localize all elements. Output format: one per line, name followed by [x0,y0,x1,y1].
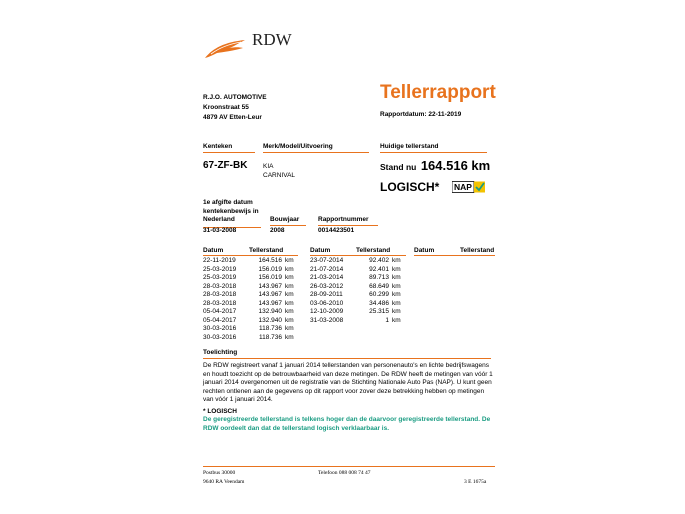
reading-value: 34.486 [369,299,389,307]
reading-unit: km [392,299,401,307]
reading-value: 118.736 [258,325,282,332]
mileage-status: LOGISCH* [380,180,440,194]
bouwjaar-value: 2008 [270,227,285,234]
header-tellerstand: Tellerstand [249,247,284,254]
readings-column-2 [310,257,401,325]
reading-unit: km [285,257,294,264]
company-address [203,93,267,123]
reading-value: 132.940 [258,316,282,324]
reading-date: 23-07-2014 [310,257,344,264]
reading-value: 156.019 [258,274,282,281]
reading-row [310,300,401,309]
label-rapportnummer: Rapportnummer [318,216,378,226]
reading-date: 30-03-2016 [203,325,237,332]
reading-row [310,274,401,283]
logisch-label: * LOGISCH [203,408,237,415]
header-datum: Datum [203,247,224,254]
company-city: 4879 AV Etten-Leur [203,114,262,121]
reading-unit: km [285,282,294,290]
reading-value: 143.967 [258,291,282,298]
company-name: R.J.O. AUTOMOTIVE [203,94,267,101]
reading-unit: km [285,299,294,307]
reading-unit: km [392,274,401,281]
reading-date: 25-03-2019 [203,274,237,281]
vehicle-make-model [263,162,295,180]
reading-unit: km [392,282,401,290]
reading-row [310,308,401,317]
label-bouwjaar: Bouwjaar [270,216,306,226]
reading-date: 28-03-2018 [203,299,237,307]
reading-row [203,317,294,326]
label-huidige-tellerstand: Huidige tellerstand [380,143,487,153]
reading-unit: km [285,308,294,315]
reading-date: 28-03-2018 [203,291,237,298]
reading-unit: km [285,274,294,281]
reading-unit: km [392,291,401,298]
afgifte-date: 31-03-2008 [203,227,237,234]
rdw-logo-icon [203,36,247,60]
rapportnummer-value: 0014423501 [318,227,355,234]
footer-divider [203,466,495,467]
current-mileage [380,157,490,175]
reading-date: 30-03-2016 [203,333,237,341]
reading-row [203,274,294,283]
reading-date: 26-03-2012 [310,282,344,290]
stand-value: 164.516 km [420,158,491,173]
reading-row [310,266,401,275]
reading-value: 68.649 [369,282,389,290]
reading-value: 118.736 [258,333,282,341]
header-tellerstand: Tellerstand [460,247,495,254]
label-merk-model: Merk/Model/Uitvoering [263,143,369,153]
reading-row [203,300,294,309]
table-header-2 [310,247,406,256]
table-header-1 [203,247,298,256]
reading-value: 143.967 [258,299,282,307]
license-plate: 67-ZF-BK [203,160,248,171]
footer-city: 9640 RA Veendam [203,479,245,485]
label-toelichting: Toelichting [203,349,491,359]
footer-code: 3 E 1675a [464,479,487,485]
vehicle-make: KIA [263,163,274,170]
header-datum: Datum [310,247,331,254]
stand-prefix: Stand nu [380,162,417,172]
reading-value: 1 [385,316,389,324]
reading-date: 22-11-2019 [203,257,236,264]
reading-unit: km [285,316,294,324]
report-date: Rapportdatum: 22-11-2019 [380,111,462,118]
vehicle-model: CARNIVAL [263,172,296,179]
reading-date: 05-04-2017 [203,316,237,324]
readings-column-1 [203,257,294,342]
reading-unit: km [392,308,401,315]
reading-value: 156.019 [258,265,282,273]
reading-value: 132.940 [258,308,282,315]
logisch-explanation: De geregistreerde tellerstand is telkens hoger dan de daarvoor geregistreerde tellerstand. De RDW oordeelt dan dat de tellerstand logisch verklaarbaar is. [203,416,491,432]
table-header-3 [414,247,495,256]
rdw-logo-text: RDW [252,30,292,49]
reading-value: 143.967 [258,282,282,290]
reading-value: 60.299 [369,291,389,298]
reading-date: 21-07-2014 [310,265,344,273]
label-afgifte-datum: 1e afgifte datum kentekenbewijs in Nederland [203,199,261,228]
reading-unit: km [392,316,401,324]
reading-date: 28-03-2018 [203,282,237,290]
reading-date: 31-03-2008 [310,316,344,324]
reading-row [203,308,294,317]
nap-check-icon [452,181,486,193]
reading-row [203,325,294,334]
header-datum: Datum [414,247,435,254]
reading-unit: km [285,265,294,273]
explanation-text: De RDW registreert vanaf 1 januari 2014 tellerstanden van personenauto's en lichte bedrijfswagens en houdt toezicht op de betrouwbaarheid van deze metingen. De RDW heeft de metingen van vóór 1 januari 2014 overgenomen uit de registratie van de Stichting Nationale Auto Pas (NAP). U kunt geen rechten ontlenen aan de gegevens op dit rapport voor zover deze betrekking hebben op metingen van vóór 1 januari 2014. [203,362,493,404]
page-title: Tellerrapport [380,82,496,103]
reading-value: 25.315 [369,308,389,315]
reading-date: 05-04-2017 [203,308,237,315]
reading-row [310,257,401,266]
reading-unit: km [285,333,294,341]
reading-value: 89.713 [369,274,389,281]
header-tellerstand: Tellerstand [356,247,391,254]
reading-unit: km [285,291,294,298]
company-street: Kroonstraat 55 [203,104,249,111]
reading-row [310,291,401,300]
label-kenteken: Kenteken [203,143,255,153]
reading-value: 164.516 [258,257,282,264]
reading-value: 92.402 [369,257,389,264]
reading-row [310,283,401,292]
reading-date: 21-03-2014 [310,274,344,281]
footer-postbus: Postbus 30000 [203,470,236,476]
reading-row [203,257,294,266]
reading-row [203,283,294,292]
footer-phone: Telefoon 088 008 74 47 [318,470,371,476]
reading-value: 92.401 [369,265,389,273]
reading-date: 12-10-2009 [310,308,344,315]
svg-text:NAP: NAP [454,182,472,192]
reading-unit: km [285,325,294,332]
reading-date: 28-09-2011 [310,291,343,298]
reading-row [310,317,401,326]
reading-unit: km [392,265,401,273]
reading-unit: km [392,257,401,264]
reading-row [203,266,294,275]
reading-date: 25-03-2019 [203,265,237,273]
reading-row [203,291,294,300]
reading-date: 03-06-2010 [310,299,344,307]
reading-row [203,334,294,343]
